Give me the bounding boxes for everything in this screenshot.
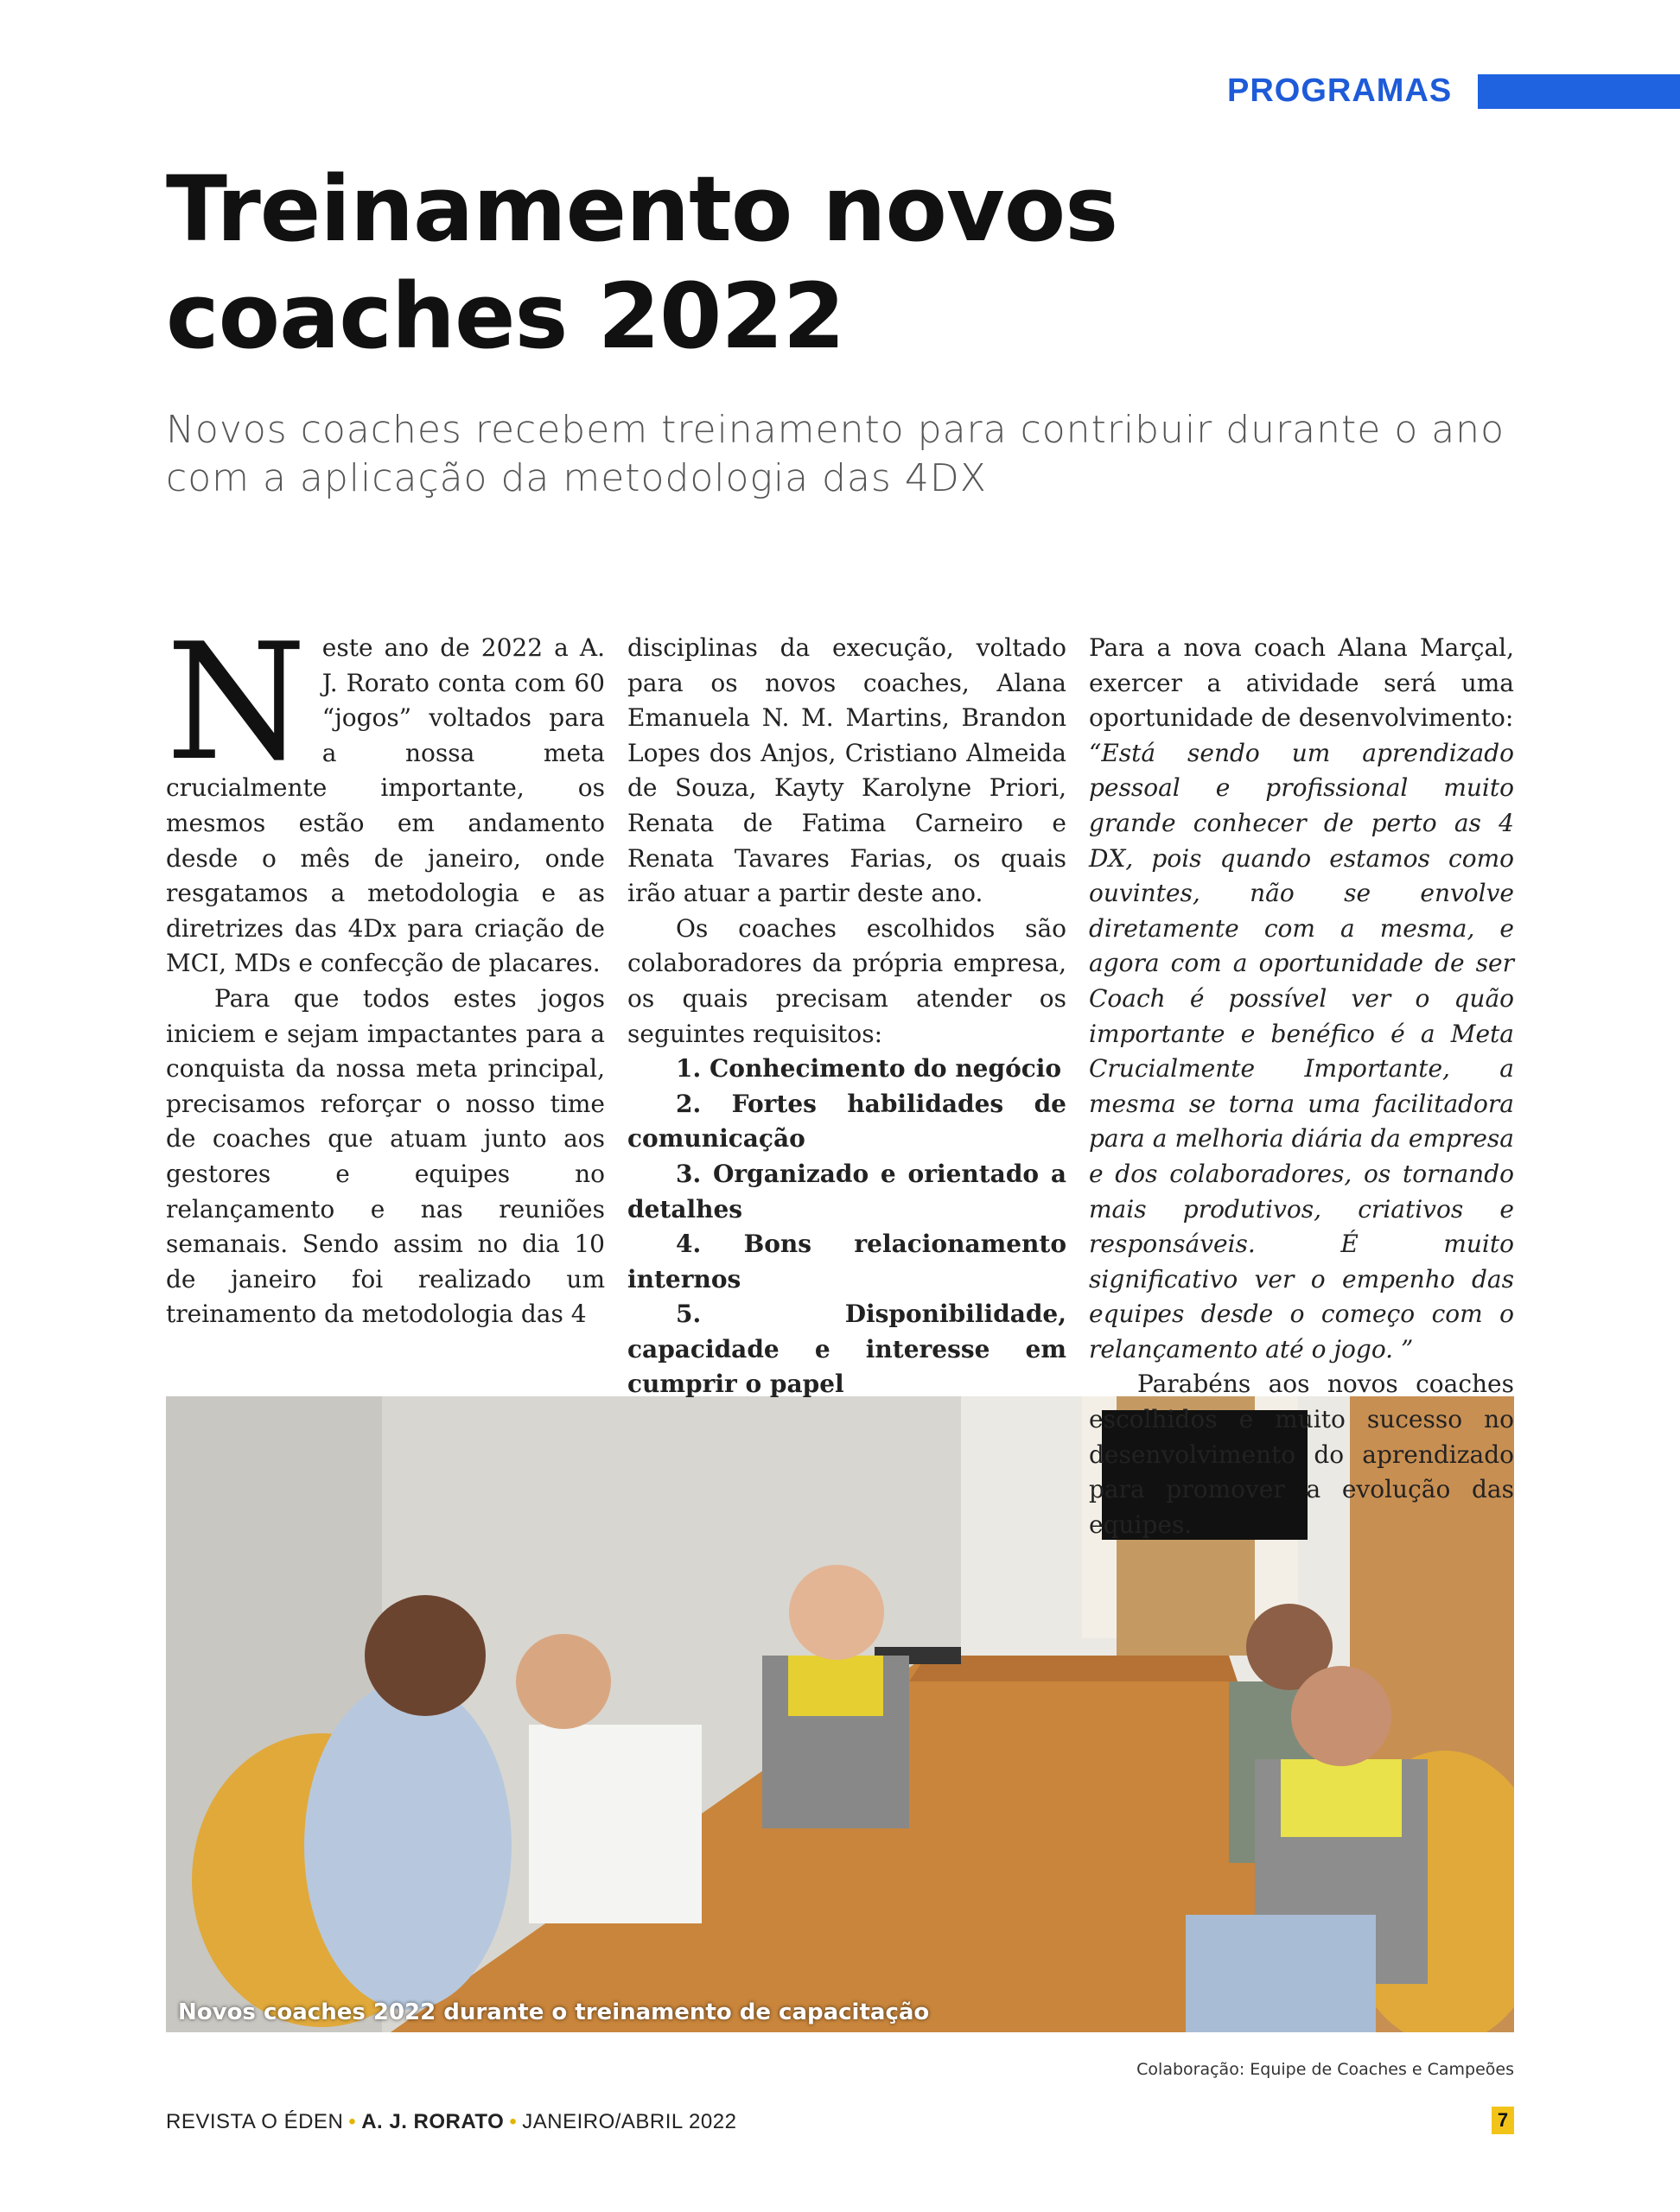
paragraph-requirements-intro: Os coaches escolhidos são colaboradores da própria empresa, os quais precisam atender os seguintes requisitos:: [627, 913, 1066, 1048]
text-column-2-content: [627, 631, 1066, 1402]
requirement-item: 2. Fortes habilidades de comunicação: [627, 1089, 1066, 1154]
quote-alana: “Está sendo um aprendizado pessoal e profissional muito grande conhecer de perto as 4 DX, pois quando estamos como ouvintes, não se envolve diretamente com a mesma, e agora com a oportunidade de ser Coach é possível ver o quão importante e benéfico é a Meta Crucialmente Importante, a mesma se torna uma facilitadora para a melhoria diária da empresa e dos colaboradores, os tornando mais produtivos, criativos e responsáveis. É muito significativo ver o empenho das equipes desde o começo com o relançamento até o jogo. ”: [1089, 738, 1514, 1363]
article-title: Treinamento novos coaches 2022: [166, 156, 1118, 369]
footer-magazine: REVISTA O ÉDEN: [166, 2110, 344, 2133]
requirement-item: 1. Conhecimento do negócio: [676, 1054, 1062, 1084]
paragraph-alana-continued: Para a nova coach Alana Marçal, exercer a atividade será uma oportunidade de desenvolvimento:: [1089, 633, 1514, 733]
photo-caption: Novos coaches 2022 durante o treinamento de capacitação: [178, 1999, 930, 2025]
article-subtitle: Novos coaches recebem treinamento para contribuir durante o ano com a aplicação da metodologia das 4DX: [166, 408, 1505, 500]
page-number: 7: [1492, 2107, 1514, 2134]
paragraph-intro-text: este ano de 2022 a A. J. Rorato conta com 60 “jogos” voltados para a nossa meta crucialmente importante, os mesmos estão em andamento desde o mês de janeiro, onde resgatamos a metodologia e as diretrizes das 4Dx para criação de MCI, MDs e confecção de placares.: [166, 633, 605, 978]
paragraph-closing: Parabéns aos novos coaches escolhidos e muito sucesso no desenvolvimento do aprendizado para promover a evolução das equipes.: [1089, 1370, 1514, 1539]
footer-edition: JANEIRO/ABRIL 2022: [522, 2110, 737, 2133]
section-label: PROGRAMAS: [1227, 73, 1453, 109]
text-column-1: [166, 608, 605, 1332]
page-footer: REVISTA O ÉDEN • A. J. RORATO • JANEIRO/ABRIL 2022: [166, 2110, 737, 2133]
requirement-item: 4. Bons relacionamento internos: [627, 1230, 1066, 1294]
drop-cap: N: [166, 608, 307, 796]
paragraph-coaches: Para que todos estes jogos iniciem e sejam impactantes para a conquista da nossa meta principal, precisamos reforçar o nosso time de coaches que atuam junto aos gestores e equipes no relançamento e nas reuniões semanais. Sendo assim no dia 10 de janeiro foi realizado um treinamento da metodologia das 4: [166, 983, 605, 1329]
paragraph-intro: [166, 608, 605, 982]
paragraph-coaches-continued: disciplinas da execução, voltado para os novos coaches, Alana Emanuela N. M. Martins, Brandon Lopes dos Anjos, Cristiano Almeida de Souza, Kayty Karolyne Priori, Renata de Fatima Carneiro e Renata Tavares Farias, os quais irão atuar a partir deste ano.: [627, 633, 1066, 908]
footer-brand: A. J. RORATO: [361, 2110, 505, 2133]
photo-credit: Colaboração: Equipe de Coaches e Campeões: [1136, 2060, 1514, 2079]
requirement-item: 5. Disponibilidade, capacidade e interesse em cumprir o papel: [627, 1300, 1066, 1399]
requirement-item: 3. Organizado e orientado a detalhes: [627, 1159, 1066, 1224]
text-column-3-content: [1089, 631, 1514, 1542]
section-accent-bar: [1478, 74, 1680, 109]
